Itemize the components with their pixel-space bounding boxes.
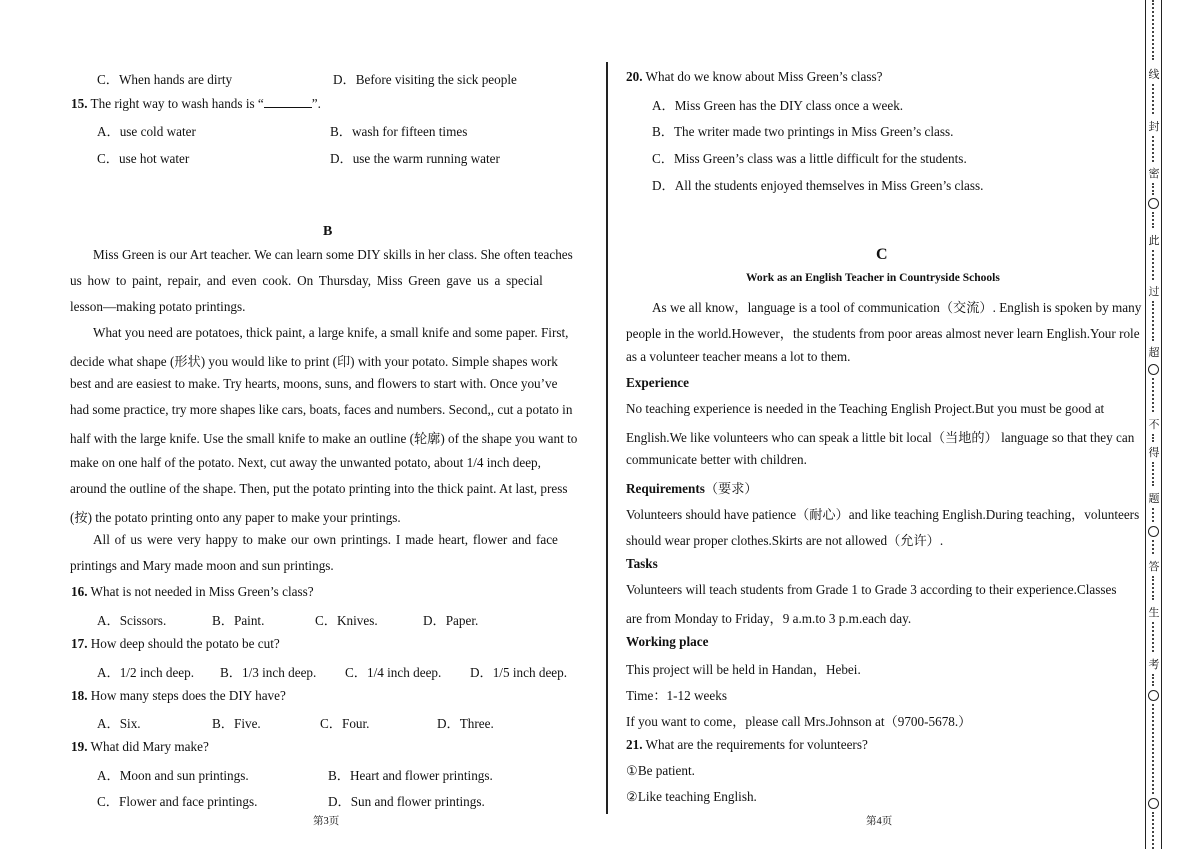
q17-option-c: C．1/4 inch deep. bbox=[345, 665, 442, 680]
passage-line: around the outline of the shape. Then, put the potato printing into the thick paint. At last, press bbox=[70, 481, 568, 496]
q15-option-c: C．use hot water bbox=[97, 151, 190, 166]
binding-char: 考 bbox=[1148, 658, 1160, 671]
q20-option-b: B．The writer made two printings in Miss Green’s class. bbox=[652, 124, 954, 139]
q19-option-a: A．Moon and sun printings. bbox=[97, 768, 249, 783]
q14-option-d: D．Before visiting the sick people bbox=[333, 72, 517, 87]
working-place-heading: Working place bbox=[626, 634, 709, 649]
passage-line: best and are easiest to make. Try hearts, moons, suns, and flowers to start with. Once you’ve bbox=[70, 376, 558, 391]
section-b-title: B bbox=[323, 224, 333, 239]
q17-option-a: A．1/2 inch deep. bbox=[97, 665, 195, 680]
binding-dotted-line bbox=[1152, 434, 1156, 442]
q20-number: 20. bbox=[626, 69, 643, 84]
q17-option-b: B．1/3 inch deep. bbox=[220, 665, 317, 680]
q16-stem bbox=[71, 584, 314, 600]
binding-dotted-line bbox=[1152, 250, 1156, 280]
tasks-line: Volunteers will teach students from Grade 1 to Grade 3 according to their experience.Classes bbox=[626, 582, 1117, 597]
requirements-heading bbox=[626, 478, 758, 497]
binding-char: 此 bbox=[1148, 234, 1160, 247]
q20-text: What do we know about Miss Green’s class? bbox=[645, 69, 883, 84]
q15-stem-before: The right way to wash hands is “ bbox=[90, 96, 264, 111]
passage-line: decide what shape (形状) you would like to print (印) with your potato. Simple shapes work bbox=[70, 354, 558, 369]
section-c-subtitle: Work as an English Teacher in Countryside Schools bbox=[746, 272, 1000, 284]
q18-number: 18. bbox=[71, 688, 88, 703]
q21-number: 21. bbox=[626, 737, 643, 752]
binding-circle bbox=[1148, 798, 1159, 809]
experience-heading: Experience bbox=[626, 375, 689, 390]
binding-dotted-line bbox=[1152, 0, 1156, 60]
q16-text: What is not needed in Miss Green’s class? bbox=[90, 584, 314, 599]
requirements-heading-cn: （要求） bbox=[704, 481, 758, 496]
passage-line: had some practice, try more shapes like cars, boats, faces and numbers. Second,, cut a potato in bbox=[70, 402, 573, 417]
page-divider bbox=[606, 62, 608, 814]
q18-text: How many steps does the DIY have? bbox=[90, 688, 286, 703]
binding-line-inner bbox=[1161, 0, 1162, 849]
q16-option-d: D．Paper. bbox=[423, 613, 479, 628]
binding-char: 生 bbox=[1148, 606, 1160, 619]
passage-line: All of us were very happy to make our own printings. I made heart, flower and face bbox=[93, 532, 558, 547]
intro-line: As we all know，language is a tool of communication（交流）. English is spoken by many bbox=[652, 300, 1142, 315]
q21-answer-1: ①Be patient. bbox=[626, 763, 695, 778]
q19-option-c: C．Flower and face printings. bbox=[97, 794, 258, 809]
working-place-text: This project will be held in Handan，Hebei. bbox=[626, 662, 861, 677]
q20-option-c: C．Miss Green’s class was a little difficult for the students. bbox=[652, 151, 967, 166]
binding-char: 过 bbox=[1148, 285, 1160, 298]
q16-option-c: C．Knives. bbox=[315, 613, 378, 628]
binding-dotted-line bbox=[1152, 378, 1156, 412]
binding-char: 得 bbox=[1148, 446, 1160, 459]
q18-stem bbox=[71, 688, 286, 704]
experience-line: communicate better with children. bbox=[626, 452, 807, 467]
passage-line: lesson—making potato printings. bbox=[70, 299, 246, 314]
q15-number: 15. bbox=[71, 96, 88, 111]
binding-circle bbox=[1148, 198, 1159, 209]
binding-char: 不 bbox=[1148, 418, 1160, 431]
q19-stem bbox=[71, 739, 209, 755]
passage-line: us how to paint, repair, and even cook. On Thursday, Miss Green gave us a special bbox=[70, 273, 543, 288]
binding-char: 密 bbox=[1148, 167, 1160, 180]
binding-char: 封 bbox=[1148, 120, 1160, 133]
q15-stem-after: ”. bbox=[311, 96, 321, 111]
q19-option-d: D．Sun and flower printings. bbox=[328, 794, 485, 809]
q17-number: 17. bbox=[71, 636, 88, 651]
binding-circle bbox=[1148, 364, 1159, 375]
section-c-title: C bbox=[876, 246, 888, 263]
intro-line: as a volunteer teacher means a lot to them. bbox=[626, 349, 851, 364]
binding-dotted-line bbox=[1152, 674, 1156, 686]
answer-blank bbox=[264, 95, 312, 108]
q20-option-a: A．Miss Green has the DIY class once a week. bbox=[652, 98, 904, 113]
q16-option-b: B．Paint. bbox=[212, 613, 265, 628]
page-number-left: 第3页 bbox=[313, 816, 340, 827]
q15-option-b: B．wash for fifteen times bbox=[330, 124, 468, 139]
binding-char: 超 bbox=[1148, 346, 1160, 359]
binding-dotted-line bbox=[1152, 462, 1156, 486]
q20-option-d: D．All the students enjoyed themselves in Miss Green’s class. bbox=[652, 178, 984, 193]
q18-option-a: A．Six. bbox=[97, 716, 141, 731]
binding-dotted-line bbox=[1152, 136, 1156, 162]
binding-dotted-line bbox=[1152, 508, 1156, 522]
requirements-line: should wear proper clothes.Skirts are not allowed（允许）. bbox=[626, 533, 944, 548]
requirements-line: Volunteers should have patience（耐心）and like teaching English.During teaching，volunteers bbox=[626, 507, 1140, 522]
binding-dotted-line bbox=[1152, 576, 1156, 600]
q20-stem bbox=[626, 69, 883, 85]
binding-dotted-line bbox=[1152, 704, 1156, 794]
q21-text: What are the requirements for volunteers? bbox=[645, 737, 868, 752]
passage-line: (按) the potato printing onto any paper to make your printings. bbox=[70, 510, 401, 525]
binding-char: 题 bbox=[1148, 492, 1160, 505]
q21-answer-2: ②Like teaching English. bbox=[626, 789, 757, 804]
experience-line: No teaching experience is needed in the Teaching English Project.But you must be good at bbox=[626, 401, 1105, 416]
q15-stem bbox=[71, 95, 321, 112]
binding-circle bbox=[1148, 690, 1159, 701]
binding-dotted-line bbox=[1152, 622, 1156, 652]
passage-line: Miss Green is our Art teacher. We can learn some DIY skills in her class. She often teaches bbox=[93, 247, 573, 262]
binding-dotted-line bbox=[1152, 301, 1156, 341]
time-text: Time：1-12 weeks bbox=[626, 688, 727, 703]
binding-char: 线 bbox=[1148, 68, 1160, 81]
passage-line: make on one half of the potato. Next, cut away the unwanted potato, about 1/4 inch deep, bbox=[70, 455, 541, 470]
passage-line: What you need are potatoes, thick paint, a large knife, a small knife and some paper. First, bbox=[93, 325, 569, 340]
experience-line: English.We like volunteers who can speak a little bit local（当地的） language so that they can bbox=[626, 430, 1135, 445]
q15-option-a: A．use cold water bbox=[97, 124, 196, 139]
intro-line: people in the world.However，the students from poor areas almost never learn English.Your role bbox=[626, 326, 1140, 341]
binding-dotted-line bbox=[1152, 212, 1156, 228]
requirements-heading-en: Requirements bbox=[626, 481, 705, 496]
q14-option-c: C．When hands are dirty bbox=[97, 72, 233, 87]
binding-dotted-line bbox=[1152, 183, 1156, 195]
q17-stem bbox=[71, 636, 280, 652]
passage-line: printings and Mary made moon and sun printings. bbox=[70, 558, 334, 573]
binding-dotted-line bbox=[1152, 84, 1156, 114]
q21-stem bbox=[626, 737, 868, 753]
q19-number: 19. bbox=[71, 739, 88, 754]
binding-circle bbox=[1148, 526, 1159, 537]
binding-char: 答 bbox=[1148, 560, 1160, 573]
tasks-line: are from Monday to Friday，9 a.m.to 3 p.m.each day. bbox=[626, 611, 912, 626]
binding-dotted-line bbox=[1152, 540, 1156, 554]
q19-text: What did Mary make? bbox=[90, 739, 209, 754]
tasks-heading: Tasks bbox=[626, 556, 658, 571]
passage-line: half with the large knife. Use the small knife to make an outline (轮廓) of the shape you want to bbox=[70, 431, 578, 446]
q18-option-d: D．Three. bbox=[437, 716, 494, 731]
contact-text: If you want to come，please call Mrs.Johnson at（9700-5678.） bbox=[626, 714, 972, 729]
binding-dotted-line bbox=[1152, 812, 1156, 849]
q18-option-b: B．Five. bbox=[212, 716, 261, 731]
q18-option-c: C．Four. bbox=[320, 716, 370, 731]
q19-option-b: B．Heart and flower printings. bbox=[328, 768, 493, 783]
q17-option-d: D．1/5 inch deep. bbox=[470, 665, 568, 680]
q17-text: How deep should the potato be cut? bbox=[90, 636, 280, 651]
page-number-right: 第4页 bbox=[866, 816, 893, 827]
q16-option-a: A．Scissors. bbox=[97, 613, 167, 628]
q15-option-d: D．use the warm running water bbox=[330, 151, 500, 166]
q16-number: 16. bbox=[71, 584, 88, 599]
